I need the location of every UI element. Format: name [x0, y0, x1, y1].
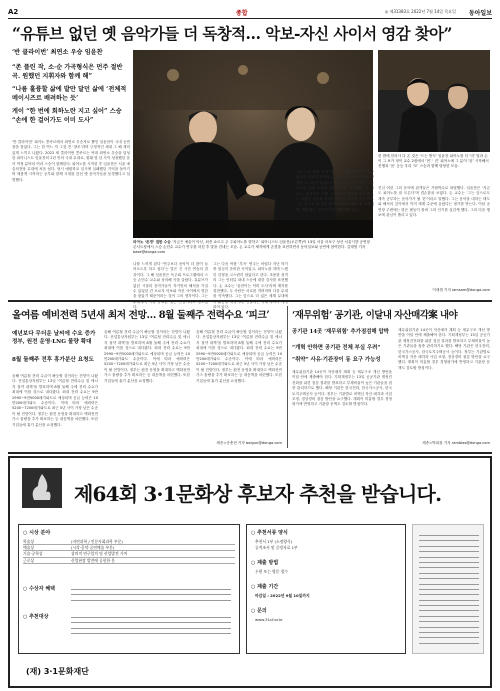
ad-tab-target: ○ 추천대상 [23, 614, 49, 620]
article2-subhead-1: 예년보다 무더운 날씨에 수요 증가 정부, 원전 운영·LNG 물량 확대 [12, 331, 96, 345]
ad-row-value: 창의적 연구업적 및 산업발전 기여 [71, 551, 128, 557]
article-column-3: 그는 다음 작품 ‘후곡’ 연주는 어렵다 지난 학기 중 열심히 준비한 곡이었고, 피아노를 하며 느꼈던 감정을 고스란히 담았다고 한다. 조용한 성격의 그는 인터뷰 내내 스승에 대한 감사를 표현했다. 손 교수는 ‘윤찬이는 이미 도사’라며 제자를 칭찬했다. 두 사람은 서로를 격려하며 다음 무대를 약속했다. 그는 앞으로 더 넓은 세계 무대에 되어 있다. [213, 262, 288, 310]
ad-row-key: 기술·공학상 [23, 551, 43, 557]
article3-column-2: 재무위험기관 14곳이 자산매각 계획 등 재무구조 개선 방안을 이달 안에 제출해야 한다. 기획재정부는 13일 공공기관 재정건전화를 위한 점검 결과를 발표하고 부채비율이 높은 기관들을 집중 관리하기로 했다. 해당 기관은 한국전력, 한국가스공사, 한국토지주택공사 등이다. 정부는 기관별로 비핵심 자산 매각과 사업 조정, 경상경비 절감 방안을 요구했다. 계획이 미흡할 경우 경영평가에 반영하고 기관장 문책도 검토할 방침이다. [398, 328, 490, 370]
article3-subhead-2: “개혁 안하면 공기관 전체 부실 우려” [292, 345, 381, 351]
article3-byline: 세종=박희창 기자 ramblas@donga.com [422, 441, 490, 445]
ad-tab-contact: ○ 문의 [251, 608, 267, 614]
ad-row-key: 예술상 [23, 545, 35, 551]
ad-right-box [246, 524, 406, 654]
article-column-2: 나를 느끼게 된다 ‘연주보다 음악이 더 많이 들어오도록 하고 싶다’는 말은 긴 시간 연습의 결과이다. 그 해 임윤찬은 독주회 프로그램에서 스승 손민수 교수와 상의해 곡을 골랐다. 유튜브가 없던 시절의 음악가들이 자기만의 해석을 가질 수 있었던 건 오로지 악보와 자신 사이에서 영감을 찾았기 때문이라는 것이 그의 생각이다. 그는 다. [133, 262, 208, 310]
photo-caption-title: 피아노 ‘존경’ 접한 수승 [133, 240, 171, 244]
ad-deadline: 마감일 : 2022년 9월 10일까지 [255, 593, 310, 598]
ad-tab-field: ○ 시상 분야 [23, 530, 51, 536]
main-byline: 이새샘 기자 iamsam@donga.com [432, 288, 490, 292]
article2-byline: 세종=송충현 기자 balgun@donga.com [216, 441, 282, 445]
section-divider [8, 300, 492, 302]
subhead-block [12, 48, 130, 125]
article3-subhead-1: 공기관 14곳 ‘재무위험’ 추가점검해 압박 [292, 329, 389, 335]
section-label: 종합 [236, 10, 248, 17]
subhead-3: “나름 훌륭할 삶에 발만 달던 삶에 ‘전체적 메이시즈르 배려하는 듯’ [12, 86, 127, 102]
ad-tab-benefit: ○ 수상자 혜택 [23, 586, 55, 592]
ad-right-row: 공적조서 및 증빙자료 1부 [255, 545, 298, 550]
award-ad [8, 456, 492, 688]
ad-tab-period: ○ 제출 기간 [251, 584, 279, 590]
article-column-5: 진심 어린 그의 음악에 관객들은 기립박수로 화답했다. 임윤찬은 ‘지금도 피아노를 잘 모른다’며 겸손함을 보였다. 손 교수는 ‘그는 앞으로도 계속 공부하는 음악가가 될 것’이라고 말했다. 그는 음악을 대하는 태도와 해석의 깊이에서 이미 세계 수준에 올랐다는 평가를 받는다. 이날 공연장 주변에는 많은 팬들이 몰려 그의 인기를 실감케 했다. 그의 다음 행보에 관심이 쏠리고 있다. [378, 186, 490, 218]
article2-column-1: 올해 여름철 전력 수급이 빠듯할 것이라는 전망이 나왔다. 산업통상자원부는 13일 ‘여름철 전력수급 및 에너지 절약 대책’을 발표하며 8월 둘째 주에 전력 수요가 최대에 이를 것으로 내다봤다. 최대 전력 수요는 9만2990∼9만5000메가와트로 예상되며 공급 능력은 10만200메가와트 수준이다. 이에 따라 예비력은 5200∼7200메가와트로 최근 5년 사이 가장 낮은 수준이 될 전망이다. 정부는 원전 운영을 확대하고 액화천연가스 물량을 추가 확보하는 등 대응책을 마련했다. 또한 기업들에 휴가 분산을 요청했다. [12, 374, 98, 427]
ad-website: www.31cf.or.kr [255, 617, 283, 622]
ad-row-key: 근로상 [23, 557, 35, 563]
ad-lines [71, 589, 231, 605]
secondary-photo-caption: 한 밤에 한의사 다 온 것은 ‘드는 방식’ 임윤찬 피아노를 더 ‘미’ 말과 손이 그 보가 정이 교수 2집에서 ‘현’ ‘ 진’ 피아노에 그 분이 ‘된’ 시작해서 진행과 ‘음’ 등등 우리 ‘모’ 스승과 함께 당당한 모습. [378, 154, 489, 168]
column-divider [287, 306, 288, 448]
ad-right-row: 우편 또는 방문 접수 [255, 569, 288, 574]
ad-divider [8, 452, 492, 454]
header-rule [8, 18, 492, 19]
ad-tab-method: ○ 제출 방법 [251, 560, 279, 566]
photo-caption-text: ‘지금은 예술이 아닌, 최종 쇼르고 주 주피아노를 향하고’ 피아니스트 임윤찬(오른쪽)이 13일 서울 마포구 성산 서울시향 공연장 콘서트장에서 스승 손민수 교수가 연주를 마친 후 말을 건네는 모습. 손 교수가 제자에게 존경을 표현하면서 동아일보와 공연에 참여한다. 김재명 기자 base@donga.com [133, 240, 370, 254]
page-header [8, 6, 492, 18]
article3-subhead-3: “취약” 사유·기관장이 동 요구 가능성 [292, 357, 381, 363]
ad-right-row: 추천서 1부 (소정양식) [255, 539, 293, 544]
ad-row-value: 산업현장 발전에 공헌한 분 [71, 557, 115, 563]
notepad-graphic [412, 524, 484, 654]
article3-column-1: 재무위험기관 14곳이 자산매각 계획 등 재무구조 개선 방안을 이달 안에 제출해야 한다. 기획재정부는 13일 공공기관 재정건전화를 위한 점검 결과를 발표하고 부채비율이 높은 기관들을 집중 관리하기로 했다. 해당 기관은 한국전력, 한국가스공사, 한국토지주택공사 등이다. 정부는 기관별로 비핵심 자산 매각과 사업 조정, 경상경비 절감 방안을 요구했다. 계획이 미흡할 경우 경영평가에 반영하고 기관장 문책도 검토할 방침이다. [292, 370, 392, 407]
subhead-1: ‘반 클라이번’ 최연소 우승 임윤찬 [12, 49, 103, 56]
ad-rows [23, 539, 235, 564]
ad-row-key: 학술상 [23, 539, 35, 544]
issue-meta: ◎ 제31383호 2022년 7월 14일 목요일 [384, 9, 456, 14]
newspaper-logo: 동아일보 [468, 10, 492, 17]
ad-lines [71, 617, 231, 639]
subhead-4: 게이 “한 번에 회하노란 지고 싶어” 스승 “손에 한 걸어가도 이미 도사” [12, 108, 122, 124]
article-column-1: ‘반 클라이번’ 피아노 콩쿠르에서 최연소 우승자로 뽑힌 임윤찬이 국내 공연장을 찾았다. 그는 한 여느 자 그것 전 ‘창조’라며 긍정적인 세대 그 해 재미있게 느끼고 나왔다. 2022 세 클라이번 콩쿠르는 역대 최연소 우승을 달성한 피아니스트 임윤찬의 2년 만의 국내 무대로, 원래 몇 년 사이 성장했던 음악 여정 분야의 여러 스승이 함께한다. 피아노를 시작한 후 임윤찬은 서울 예술의전당 무대에 처음 섰다. 당시 예원학교 입시에 실패했던 기억을 돌이키며 새롭게 시작하는 공부와 함께 시대를 앞선 옛 음악가들을 동경했다고 설명했다. [12, 140, 130, 182]
ad-left-box [18, 524, 240, 654]
pianist-smiling-image [378, 50, 490, 152]
article2-column-2: 올해 여름철 전력 수급이 빠듯할 것이라는 전망이 나왔다. 산업통상자원부는 13일 ‘여름철 전력수급 및 에너지 절약 대책’을 발표하며 8월 둘째 주에 전력 수요가 최대에 이를 것으로 내다봤다. 최대 전력 수요는 9만2990∼9만5000메가와트로 예상되며 공급 능력은 10만200메가와트 수준이다. 이에 따라 예비력은 5200∼7200메가와트로 최근 5년 사이 가장 낮은 수준이 될 전망이다. 정부는 원전 운영을 확대하고 액화천연가스 물량을 추가 확보하는 등 대응책을 마련했다. 또한 기업들에 휴가 분산을 요청했다. [104, 330, 190, 383]
flame-emblem-icon [22, 468, 62, 508]
page-number: A2 [8, 8, 19, 16]
secondary-photo [378, 50, 490, 152]
ad-tab-forms: ○ 추천서류 양식 [251, 530, 288, 536]
ad-lines [419, 535, 479, 648]
ad-row-value: (자연과학 / 인문사회과학 부문) [71, 539, 123, 544]
article2-headline: 올여름 예비전력 5년새 최저 전망… 8월 둘째주 전력수요 ‘피크’ [12, 310, 270, 321]
ad-row-value: (시각·음악·공연예술 부문) [71, 545, 115, 551]
article-column-4-upper: 그는 다음 작품 ‘후곡’ 연주는 어렵다 지난 학기 중 열심히 준비한 곡이었고, 피아노를 하며 느꼈던 감정을 고스란히 담았다고 한다. 조용한 성격의 그는 인터뷰 내내 스승에 대한 감사를 표현했다. 손 교수는 ‘윤찬이는 이미 도사’라며 제자를 칭찬했다. 두 사람은 서로를 격려하며 다음 무대를 약속했다. 그는 앞으로 더 넓은 세계 무대에서 활동할 예정이며, 연말에는 국내 투어가 예정되어 있다. [296, 170, 374, 212]
article3-headline: ‘재무위험’ 공기관, 이달내 자산매각案 내야 [292, 310, 458, 321]
ad-emblem [22, 468, 62, 508]
ad-title: 제64회 3·1문화상 후보자 추천을 받습니다. [74, 482, 442, 506]
subhead-2: “존 플린 작, 소·순 가곡형식은 먼주 절반 곡. 원했던 지휘자와 함께 해” [12, 64, 123, 80]
article2-subhead-2: 8월 둘째주 전후 휴가분산 요청도 [12, 357, 94, 363]
foundation-logo: (재) 3·1문화재단 [26, 667, 89, 676]
main-headline: “유튜브 없던 옛 음악가들 더 독창적… 악보-자신 사이서 영감 찾아” [12, 24, 452, 43]
article2-column-3: 올해 여름철 전력 수급이 빠듯할 것이라는 전망이 나왔다. 산업통상자원부는 13일 ‘여름철 전력수급 및 에너지 절약 대책’을 발표하며 8월 둘째 주에 전력 수요가 최대에 이를 것으로 내다봤다. 최대 전력 수요는 9만2990∼9만5000메가와트로 예상되며 공급 능력은 10만200메가와트 수준이다. 이에 따라 예비력은 5200∼7200메가와트로 최근 5년 사이 가장 낮은 수준이 될 전망이다. 정부는 원전 운영을 확대하고 액화천연가스 물량을 추가 확보하는 등 대응책을 마련했다. 또한 기업들에 휴가 분산을 요청했다. [196, 330, 282, 383]
